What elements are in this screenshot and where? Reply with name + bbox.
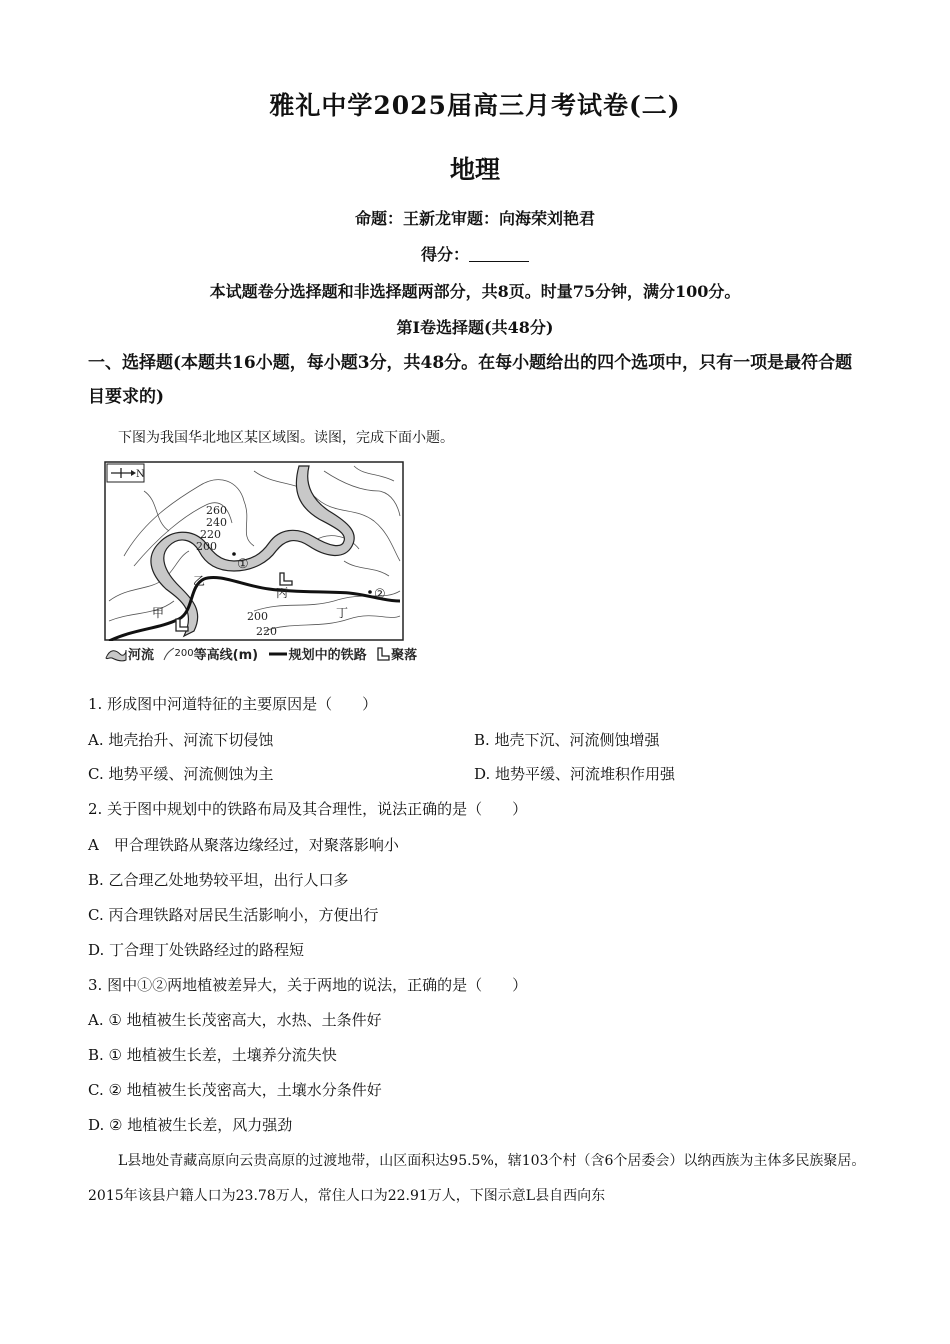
contour-legend-icon bbox=[163, 646, 175, 662]
point-label-2: ② bbox=[374, 587, 386, 602]
legend-contour: 等高线(m) bbox=[193, 648, 259, 663]
contour-label: 240 bbox=[206, 516, 227, 529]
volume-heading: 第Ⅰ卷选择题(共48分) bbox=[396, 318, 554, 337]
question-2-option-b[interactable]: B. 乙合理乙处地势较平坦，出行人口多 bbox=[88, 871, 349, 889]
contour-label: 260 bbox=[206, 504, 227, 517]
question-3-option-c[interactable]: C. ② 地植被生长茂密高大，土壤水分条件好 bbox=[88, 1081, 382, 1099]
question-1-option-d[interactable]: D. 地势平缓、河流堆积作用强 bbox=[474, 765, 676, 783]
question-1-option-c[interactable]: C. 地势平缓、河流侧蚀为主 bbox=[88, 765, 274, 783]
place-label-ding: 丁 bbox=[336, 606, 349, 620]
legend-river: 河流 bbox=[128, 648, 155, 663]
point-2-dot bbox=[368, 590, 372, 594]
contour-label: 200 bbox=[247, 610, 268, 623]
river-legend-icon bbox=[104, 646, 128, 662]
point-label-1: ① bbox=[237, 557, 249, 572]
exam-note: 本试题卷分选择题和非选择题两部分，共8页。时量75分钟，满分100分。 bbox=[209, 282, 741, 301]
question-2-option-d[interactable]: D. 丁合理丁处铁路经过的路程短 bbox=[88, 941, 305, 959]
question-1-option-b[interactable]: B. 地壳下沉、河流侧蚀增强 bbox=[474, 731, 660, 749]
railway-legend-icon bbox=[267, 646, 289, 662]
score-blank bbox=[469, 247, 529, 262]
question-1-stem: 1. 形成图中河道特征的主要原因是（ ） bbox=[88, 695, 378, 713]
question-2-option-c[interactable]: C. 丙合理铁路对居民生活影响小，方便出行 bbox=[88, 906, 379, 924]
place-label-bing: 丙 bbox=[276, 586, 289, 600]
place-label-yi: 乙 bbox=[193, 574, 206, 588]
score-label: 得分： bbox=[420, 245, 469, 264]
context-paragraph: L县地处青藏高原向云贵高原的过渡地带，山区面积达95.5%，辖103个村（含6个居委会）以纳西族为主体多民族聚居。2015年该县户籍人口为23.78万人，常住人口为22.91万人，下图示意L县自西向东 bbox=[88, 1153, 866, 1204]
question-3-stem: 3. 图中①②两地植被差异大，关于两地的说法，正确的是（ ） bbox=[88, 976, 528, 994]
question-3-option-d[interactable]: D. ② 地植被生长差，风力强劲 bbox=[88, 1116, 293, 1134]
map-intro: 下图为我国华北地区某区域图。读图，完成下面小题。 bbox=[118, 430, 454, 446]
legend-railway: 规划中的铁路 bbox=[288, 648, 367, 663]
score-line bbox=[0, 242, 950, 265]
settlement-legend-icon bbox=[375, 646, 391, 662]
question-2-option-a[interactable]: A 甲合理铁路从聚落边缘经过，对聚落影响小 bbox=[88, 836, 399, 854]
contour-label: 220 bbox=[256, 625, 277, 638]
map-legend bbox=[104, 644, 444, 666]
region-map bbox=[104, 461, 404, 641]
point-1-dot bbox=[232, 552, 236, 556]
question-3-option-a[interactable]: A. ① 地植被生长茂密高大，水热、土条件好 bbox=[88, 1011, 382, 1029]
legend-settlement: 聚落 bbox=[391, 648, 418, 663]
authors-line: 命题：王新龙审题：向海荣刘艳君 bbox=[354, 209, 595, 228]
legend-contour-value: 200 bbox=[174, 648, 194, 659]
question-3-option-b[interactable]: B. ① 地植被生长差，土壤养分流失快 bbox=[88, 1046, 337, 1064]
north-label: N bbox=[136, 469, 145, 480]
question-2-stem: 2. 关于图中规划中的铁路布局及其合理性，说法正确的是（ ） bbox=[88, 800, 528, 818]
exam-title: 雅礼中学2025届高三月考试卷(二) bbox=[269, 91, 681, 120]
question-1-option-a[interactable]: A. 地壳抬升、河流下切侵蚀 bbox=[88, 731, 274, 749]
contour-label: 200 bbox=[196, 540, 217, 553]
place-label-jia: 甲 bbox=[152, 606, 165, 620]
subject-title: 地理 bbox=[449, 155, 500, 184]
contour-label: 220 bbox=[200, 528, 221, 541]
section-heading: 一、选择题(本题共16小题，每小题3分，共48分。在每小题给出的四个选项中，只有一项是最符合题目要求的) bbox=[88, 353, 853, 407]
